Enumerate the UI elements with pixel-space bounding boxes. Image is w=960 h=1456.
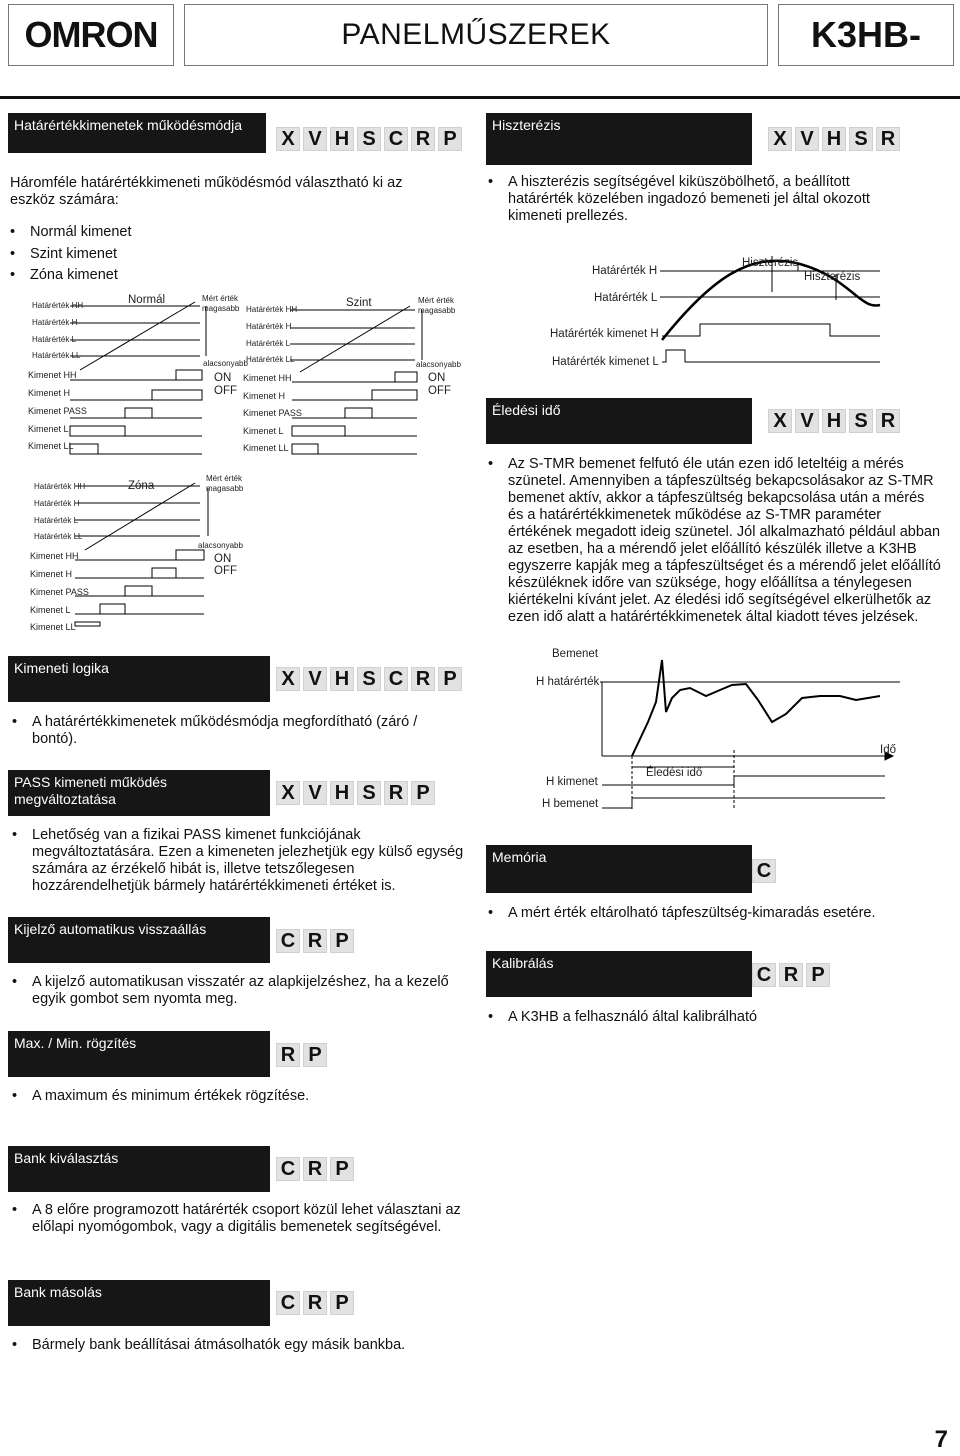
list-item bbox=[12, 714, 432, 750]
letter-box: H bbox=[822, 409, 846, 433]
measured-ramp bbox=[80, 302, 195, 370]
letter-box: V bbox=[303, 127, 327, 151]
output-label: Kimenet PASS bbox=[30, 587, 89, 597]
output-label: Kimenet L bbox=[28, 424, 69, 434]
letter-box: P bbox=[806, 963, 830, 987]
list-item bbox=[10, 224, 310, 242]
letter-box: P bbox=[330, 929, 354, 953]
output-label: Kimenet LL bbox=[243, 443, 289, 453]
output-pulse bbox=[125, 408, 152, 418]
page-title: PANELMŰSZEREK bbox=[184, 4, 768, 66]
letter-box: P bbox=[330, 1157, 354, 1181]
measured-low-label: alacsonyabb bbox=[198, 541, 243, 550]
list-item bbox=[488, 456, 942, 634]
list-item bbox=[12, 974, 452, 1010]
model-letters bbox=[276, 1157, 354, 1181]
header-divider bbox=[0, 96, 960, 99]
letter-box: X bbox=[276, 781, 300, 805]
page-number: 7 bbox=[934, 1426, 948, 1453]
off-label: OFF bbox=[214, 565, 237, 577]
output-label: Kimenet PASS bbox=[28, 406, 87, 416]
level-label: Határérték HH bbox=[32, 301, 84, 310]
output-pulse bbox=[292, 426, 345, 436]
letter-box: R bbox=[411, 667, 435, 691]
list-item bbox=[12, 827, 474, 897]
section-title: PASS kimeneti működés bbox=[14, 774, 168, 790]
measured-high-label: Mért érték magasabb bbox=[202, 294, 240, 313]
measured-low-label: alacsonyabb bbox=[416, 360, 461, 369]
letter-box: R bbox=[303, 1157, 327, 1181]
letter-box: C bbox=[752, 963, 776, 987]
letter-box: R bbox=[276, 1043, 300, 1067]
hysteresis-diagram bbox=[480, 250, 950, 380]
measured-ramp bbox=[300, 306, 410, 372]
output-pulse bbox=[176, 370, 202, 380]
output-label: H kimenet bbox=[546, 776, 598, 788]
output-label: Kimenet H bbox=[243, 391, 286, 401]
section-bar-eledesi-ido bbox=[486, 398, 752, 444]
level-label: Határérték LL bbox=[34, 532, 83, 541]
output-pulse bbox=[125, 586, 152, 596]
letter-box: S bbox=[849, 409, 873, 433]
list-item-text: Normál kimenet bbox=[30, 224, 132, 240]
letter-box: C bbox=[276, 1157, 300, 1181]
output-pulse bbox=[100, 604, 125, 614]
letter-box: C bbox=[384, 667, 408, 691]
list-item bbox=[12, 1202, 464, 1256]
level-label: Határérték HH bbox=[246, 305, 298, 314]
letter-box: S bbox=[849, 127, 873, 151]
letter-box: R bbox=[303, 929, 327, 953]
model-letters bbox=[276, 929, 354, 953]
measured-high-label: Mért érték magasabb bbox=[206, 474, 244, 493]
letter-box: P bbox=[411, 781, 435, 805]
bullet: • bbox=[10, 246, 16, 262]
logo-text: OMRON bbox=[24, 14, 158, 55]
section-title-line2: megváltoztatása bbox=[14, 791, 116, 807]
letter-box: S bbox=[357, 127, 381, 151]
list-item-text: A mért érték eltárolható tápfeszültség-kimaradás esetére. bbox=[508, 905, 876, 921]
letter-box: H bbox=[330, 127, 354, 151]
output-label: Kimenet L bbox=[243, 426, 284, 436]
limit-label: H határérték bbox=[536, 676, 600, 688]
letter-box: V bbox=[795, 409, 819, 433]
output-pulse bbox=[372, 390, 417, 400]
model-title: K3HB- bbox=[778, 4, 954, 66]
letter-box: V bbox=[303, 781, 327, 805]
level-label: Határérték H bbox=[32, 318, 78, 327]
list-item-text: A kijelző automatikusan visszatér az alapkijelzéshez, ha a kezelő egyik gombot sem nyomta meg. bbox=[32, 974, 449, 1007]
section-title: Bank másolás bbox=[14, 1284, 102, 1300]
list-item-text: Szint kimenet bbox=[30, 246, 118, 262]
measured-high-label: Mért érték magasabb bbox=[418, 296, 456, 315]
model-letters bbox=[276, 781, 435, 805]
model-letters bbox=[768, 409, 900, 433]
input-label: Bemenet bbox=[552, 648, 599, 660]
bullet: • bbox=[488, 905, 494, 921]
output-pulse bbox=[292, 444, 318, 454]
output-pulse bbox=[152, 568, 176, 578]
model-letters bbox=[752, 963, 830, 987]
output-label-h: Határérték kimenet H bbox=[550, 328, 659, 340]
model-letters bbox=[276, 1291, 354, 1315]
section-bar-hiszterezis bbox=[486, 113, 752, 165]
letter-box: R bbox=[876, 127, 900, 151]
output-h-trace bbox=[602, 776, 885, 785]
letter-box: C bbox=[276, 1291, 300, 1315]
hatarertek-intro: Háromféle határértékkimeneti működésmód választható ki az eszköz számára: bbox=[10, 175, 403, 208]
output-label: Kimenet L bbox=[30, 605, 71, 615]
letter-box: S bbox=[357, 667, 381, 691]
output-label: Kimenet HH bbox=[243, 373, 292, 383]
letter-box: R bbox=[779, 963, 803, 987]
output-pulse bbox=[152, 390, 202, 400]
output-label: Kimenet LL bbox=[28, 441, 74, 451]
bullet: • bbox=[488, 174, 494, 190]
list-item bbox=[10, 267, 310, 285]
on-label: ON bbox=[214, 372, 232, 384]
output-pulse bbox=[70, 426, 125, 436]
bullet: • bbox=[12, 1337, 18, 1353]
section-title: Kalibrálás bbox=[492, 955, 554, 971]
diagram-title-zona: Zóna bbox=[128, 480, 155, 492]
bullet: • bbox=[12, 1202, 18, 1218]
output-pulse bbox=[176, 550, 204, 560]
list-item bbox=[10, 246, 310, 264]
level-label: Határérték HH bbox=[34, 482, 86, 491]
output-pulse bbox=[345, 408, 372, 418]
model-letters bbox=[276, 1043, 327, 1067]
output-pulse bbox=[70, 444, 98, 454]
time-label: Idő bbox=[880, 744, 896, 756]
letter-box: P bbox=[438, 667, 462, 691]
level-label: Határérték L bbox=[34, 516, 79, 525]
section-bar-pass bbox=[8, 770, 270, 816]
output-label: Kimenet H bbox=[28, 388, 71, 398]
letter-box: X bbox=[276, 127, 300, 151]
letter-box: P bbox=[303, 1043, 327, 1067]
letter-box: V bbox=[303, 667, 327, 691]
output-label-l: Határérték kimenet L bbox=[552, 356, 659, 368]
input-signal-label: H bemenet bbox=[542, 798, 599, 810]
section-bar-memoria bbox=[486, 845, 752, 893]
section-bar-bank-kivalasztas bbox=[8, 1146, 270, 1192]
model-letters bbox=[752, 859, 776, 883]
section-bar-bank-masolas bbox=[8, 1280, 270, 1326]
level-label: Határérték L bbox=[32, 335, 77, 344]
section-bar-kimeneti-logika bbox=[8, 656, 270, 702]
off-label: OFF bbox=[428, 385, 451, 397]
output-l-trace bbox=[662, 350, 880, 362]
section-bar-hatarertek bbox=[8, 113, 266, 153]
letter-box: X bbox=[768, 127, 792, 151]
output-label: Kimenet H bbox=[30, 569, 73, 579]
measured-low-label: alacsonyabb bbox=[203, 359, 248, 368]
letter-box: X bbox=[768, 409, 792, 433]
list-item-text: A hiszterézis segítségével kiküszöbölhető, a beállított határérték közelében ingadozó bemeneti jel által okozott kimeneti prellezés. bbox=[508, 174, 870, 224]
bullet: • bbox=[10, 224, 16, 240]
hysteresis-label: Hiszterézis bbox=[742, 257, 799, 269]
list-item-text: Lehetőség van a fizikai PASS kimenet funkciójának megváltoztatására. Ezen a kimeneten jelezhetjük egy külső egység számára az érzékelő hibát is, illetve tetszőlegesen hozzárendelhetjük bármely határértékkimeneti értéket is. bbox=[32, 827, 464, 894]
on-label: ON bbox=[214, 553, 232, 565]
letter-box: V bbox=[795, 127, 819, 151]
letter-box: S bbox=[357, 781, 381, 805]
list-item-text: A maximum és minimum értékek rögzítése. bbox=[32, 1088, 310, 1104]
input-signal bbox=[632, 660, 880, 756]
level-label-h: Határérték H bbox=[592, 265, 658, 277]
bullet: • bbox=[488, 456, 494, 472]
output-label: Kimenet HH bbox=[28, 370, 77, 380]
letter-box: H bbox=[822, 127, 846, 151]
list-item bbox=[488, 174, 918, 228]
list-item-text: Bármely bank beállításai átmásolhatók egy másik bankba. bbox=[32, 1337, 406, 1353]
letter-box: R bbox=[384, 781, 408, 805]
list-item bbox=[488, 1009, 942, 1027]
section-bar-maxmin bbox=[8, 1031, 270, 1077]
bullet: • bbox=[488, 1009, 494, 1025]
list-item bbox=[12, 1088, 452, 1106]
diagram-title-szint: Szint bbox=[346, 297, 372, 309]
input-h-trace bbox=[602, 798, 885, 808]
output-h-trace bbox=[662, 324, 880, 336]
letter-box: R bbox=[411, 127, 435, 151]
list-item-text: Zóna kimenet bbox=[30, 267, 118, 283]
diagram-title-normal: Normál bbox=[128, 294, 166, 306]
list-item bbox=[488, 905, 942, 923]
model-letters bbox=[276, 127, 462, 151]
bullet: • bbox=[12, 714, 18, 730]
startup-time-label: Éledési idő bbox=[646, 767, 703, 779]
letter-box: C bbox=[752, 859, 776, 883]
bullet: • bbox=[12, 827, 18, 843]
hysteresis-label: Hiszterézis bbox=[804, 271, 861, 283]
omron-logo bbox=[8, 4, 174, 66]
section-title: Határértékkimenetek működésmódja bbox=[14, 117, 242, 133]
letter-box: R bbox=[303, 1291, 327, 1315]
section-bar-kijelzo bbox=[8, 917, 270, 963]
output-label: Kimenet HH bbox=[30, 551, 79, 561]
level-label: Határérték LL bbox=[246, 355, 295, 364]
letter-box: P bbox=[438, 127, 462, 151]
letter-box: P bbox=[330, 1291, 354, 1315]
letter-box: R bbox=[876, 409, 900, 433]
level-label-l: Határérték L bbox=[594, 292, 658, 304]
letter-box: H bbox=[330, 781, 354, 805]
section-title: Kimeneti logika bbox=[14, 660, 109, 676]
list-item-text: Az S-TMR bemenet felfutó éle után ezen idő leteltéig a mérés szünetel. Amennyiben a tápfeszültség bekapcsolásakor az S-TMR bemenet aktív, akkor a tápfeszültség bekapcsolása után a mérés és a határértékkimenetek működése az S-TMR paraméter értékének megadott ideig szünetel. Jól alkalmazható például abban az esetben, ha a mérendő jelet előállító készülék illetve a K3HB egyszerre kapják meg a tápfeszültséget és a mérendő jelet előállító készüléknek időre van szüksége, hogy előállítsa a ténylegesen kiértékelni kívánt jelet. Az éledési idő segítségével elkerülhetők az ezen idő alatt a határértékkimenetek által kiadott téves jelzések. bbox=[508, 456, 941, 625]
startup-time-diagram bbox=[540, 640, 940, 820]
letter-box: C bbox=[276, 929, 300, 953]
list-item-text: A K3HB a felhasználó által kalibrálható bbox=[508, 1009, 758, 1025]
output-pulse bbox=[75, 622, 100, 626]
section-bar-kalibralas bbox=[486, 951, 752, 997]
model-letters bbox=[276, 667, 462, 691]
level-label: Határérték H bbox=[34, 499, 80, 508]
bullet: • bbox=[10, 267, 16, 283]
level-label: Határérték H bbox=[246, 322, 292, 331]
section-title: Bank kiválasztás bbox=[14, 1150, 119, 1166]
letter-box: C bbox=[384, 127, 408, 151]
section-title: Hiszterézis bbox=[492, 117, 561, 133]
measured-ramp bbox=[85, 483, 195, 550]
bullet: • bbox=[12, 974, 18, 990]
output-label: Kimenet PASS bbox=[243, 408, 302, 418]
section-title: Max. / Min. rögzítés bbox=[14, 1035, 137, 1051]
section-title: Éledési idő bbox=[492, 402, 561, 418]
letter-box: H bbox=[330, 667, 354, 691]
list-item bbox=[12, 1337, 464, 1355]
off-label: OFF bbox=[214, 385, 237, 397]
section-title: Memória bbox=[492, 849, 547, 865]
level-label: Határérték L bbox=[246, 339, 291, 348]
section-title: Kijelző automatikus visszaállás bbox=[14, 921, 207, 937]
bullet: • bbox=[12, 1088, 18, 1104]
output-label: Kimenet LL bbox=[30, 622, 76, 632]
level-label: Határérték LL bbox=[32, 351, 81, 360]
on-label: ON bbox=[428, 372, 446, 384]
output-pulse bbox=[395, 372, 417, 382]
letter-box: X bbox=[276, 667, 300, 691]
model-letters bbox=[768, 127, 900, 151]
list-item-text: A 8 előre programozott határérték csoport közül lehet választani az előlapi nyomógombok, vagy a digitális bemenetek segítségével. bbox=[32, 1202, 461, 1235]
list-item-text: A határértékkimenetek működésmódja megfordítható (záró / bontó). bbox=[32, 714, 418, 747]
